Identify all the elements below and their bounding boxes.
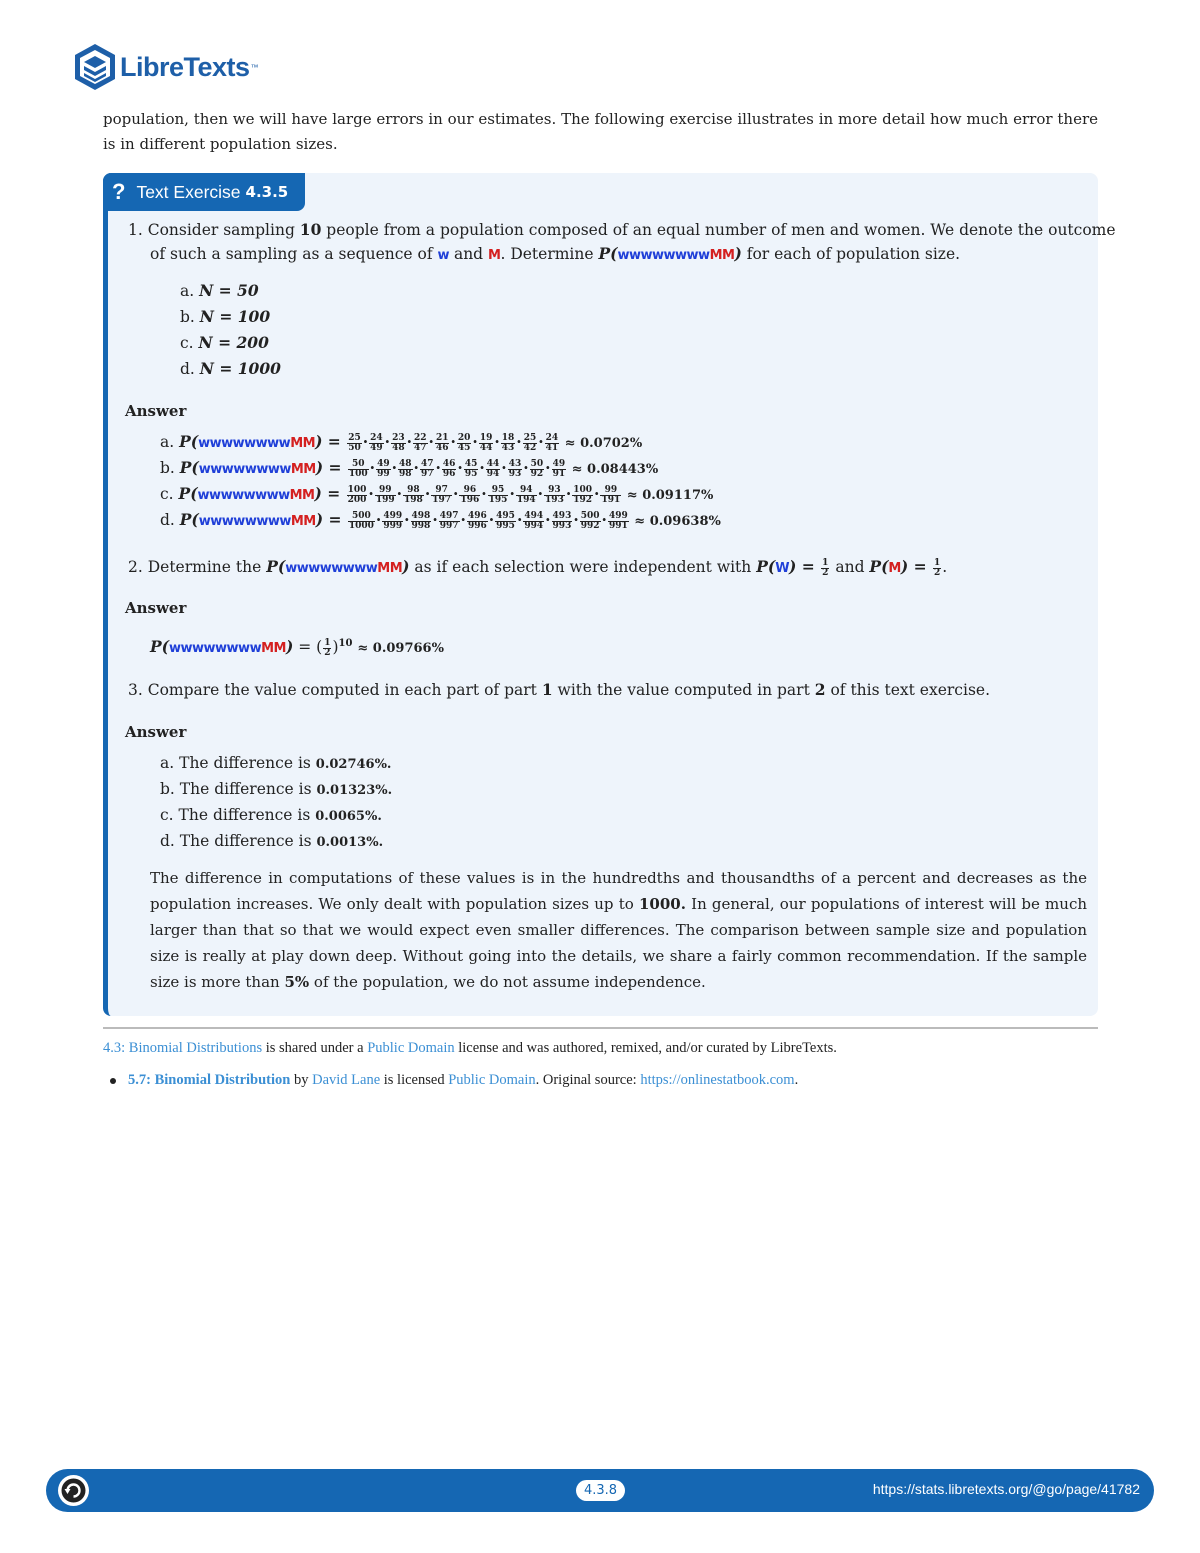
- prob-open: P(: [178, 484, 198, 503]
- prob-close: ) =: [315, 458, 347, 477]
- numerator: 496: [467, 510, 487, 521]
- numerator: 24: [545, 432, 559, 443]
- footer-url[interactable]: https://stats.libretexts.org/@go/page/41782: [872, 1481, 1140, 1497]
- denominator: 197: [432, 494, 452, 505]
- numerator: 93: [544, 486, 565, 496]
- numerator: 100: [347, 484, 367, 495]
- denominator: 195: [488, 494, 508, 505]
- fraction: [467, 512, 488, 531]
- public-domain-link[interactable]: Public Domain: [367, 1040, 455, 1056]
- denominator: 45: [457, 442, 471, 453]
- logo-trademark: ™: [250, 62, 259, 72]
- dot-operator: ·: [406, 432, 412, 451]
- answer-label: b.: [160, 459, 180, 477]
- libretexts-logo[interactable]: [72, 40, 259, 94]
- fraction: [398, 460, 413, 479]
- dot-operator: ·: [516, 432, 522, 451]
- numerator: 21: [435, 432, 449, 443]
- dot-operator: ·: [594, 484, 600, 503]
- population-item-a: a. N = 50: [180, 281, 259, 300]
- fraction: [369, 434, 384, 453]
- dot-operator: ·: [516, 510, 523, 529]
- numerator: 48: [399, 458, 412, 469]
- denominator: 993: [552, 520, 572, 531]
- dot-operator: ·: [428, 432, 434, 451]
- dot-operator: ·: [501, 458, 507, 477]
- intro-paragraph: population, then we will have large errors in our estimates. The following exercise illustrates in more detail how much error there is in different population sizes.: [103, 110, 1098, 153]
- denominator: 193: [545, 494, 564, 505]
- denominator: 192: [573, 494, 593, 505]
- fraction: [486, 460, 501, 479]
- source-title-link[interactable]: 5.7: Binomial Distribution: [128, 1072, 291, 1088]
- numerator: 100: [573, 484, 593, 495]
- conclusion-paragraph: The difference in computations of these values is in the hundredths and thousandths of a percent and decreases as the population increases. We only dealt with population sizes up to 1000. In general, our populations of interest will be much larger than that so that we would expect even smaller differences. The comparison between sample size and population size is really at play down deep. Without going into the details, we share a fairly common recommendation. If the sample size is more than 5% of the population, we do not assume independence.: [150, 869, 1088, 991]
- fraction: [375, 486, 396, 505]
- answer-1-row: [160, 483, 713, 507]
- exercise-number: 4.3.5: [245, 183, 289, 201]
- fraction: [457, 434, 472, 453]
- answer-result: ≈ 0.08443%: [567, 462, 659, 477]
- answer-result: ≈ 0.09117%: [622, 488, 714, 503]
- refresh-icon[interactable]: [58, 1475, 89, 1506]
- denominator: 196: [460, 494, 480, 505]
- question-2: 2. Determine the P(wwwwwwwwMM) as if each selection were independent with P(W) = $\frac{1}{2}$ and P(M) = $\frac{1}{2}$ .: [128, 557, 948, 578]
- original-source-link[interactable]: https://onlinestatbook.com: [640, 1072, 795, 1088]
- fraction: [403, 486, 424, 505]
- dot-operator: ·: [369, 458, 376, 477]
- fraction: [347, 486, 368, 505]
- numerator: 494: [524, 510, 544, 521]
- answer-result: ≈ 0.09638%: [629, 514, 721, 529]
- sequence-w: wwwwwwww: [197, 488, 290, 503]
- numerator: 493: [552, 510, 572, 521]
- fraction: [552, 512, 573, 531]
- fraction: [523, 512, 544, 531]
- denominator: 998: [411, 520, 431, 531]
- exercise-header: [103, 173, 305, 211]
- denominator: 44: [479, 442, 493, 453]
- difference-item-d: d. The difference is 0.0013%.: [160, 832, 384, 850]
- fraction: [382, 512, 403, 531]
- dot-operator: ·: [457, 458, 463, 477]
- numerator: 99: [375, 486, 396, 496]
- fraction: [391, 434, 406, 453]
- fraction: [439, 512, 460, 531]
- fraction: [608, 512, 629, 531]
- numerator: 49: [377, 458, 390, 469]
- fraction: [411, 512, 432, 531]
- dot-operator: ·: [435, 458, 441, 477]
- prob-close: ) =: [315, 510, 347, 529]
- dot-operator: ·: [375, 510, 382, 529]
- dot-operator: ·: [413, 458, 419, 477]
- dot-operator: ·: [494, 432, 500, 451]
- denominator: 92: [530, 468, 544, 479]
- dot-operator: ·: [545, 510, 551, 529]
- fraction: [376, 460, 391, 479]
- dot-operator: ·: [404, 510, 410, 529]
- denominator: 98: [399, 468, 412, 479]
- exercise-label: Text Exercise: [136, 181, 241, 202]
- numerator: 495: [496, 510, 515, 521]
- denominator: 97: [420, 468, 434, 479]
- denominator: 996: [467, 520, 487, 531]
- page-footer: [46, 1469, 1154, 1512]
- denominator: 49: [370, 442, 383, 453]
- population-item-b: b. N = 100: [180, 307, 271, 326]
- numerator: 499: [608, 510, 628, 521]
- libretexts-logo-icon: [72, 42, 118, 92]
- dot-operator: ·: [523, 458, 529, 477]
- answer-label: c.: [160, 485, 179, 503]
- dot-operator: ·: [368, 484, 374, 503]
- fraction: [545, 434, 560, 453]
- numerator: 23: [392, 432, 405, 443]
- denominator: 41: [545, 442, 559, 453]
- sequence-m: MM: [290, 514, 316, 529]
- answer-label: a.: [160, 433, 180, 451]
- difference-item-b: b. The difference is 0.01323%.: [160, 780, 393, 798]
- dot-operator: ·: [601, 510, 607, 529]
- fraction: [413, 434, 428, 453]
- numerator: 49: [552, 458, 566, 469]
- sequence-m: MM: [290, 436, 316, 451]
- fraction: [431, 486, 452, 505]
- numerator: 47: [420, 458, 434, 469]
- answer-result: ≈ 0.0702%: [560, 436, 643, 451]
- fraction: [488, 486, 509, 505]
- fraction: [464, 460, 479, 479]
- dot-operator: ·: [362, 432, 369, 451]
- numerator: 46: [442, 458, 456, 469]
- fraction: [347, 434, 362, 453]
- dot-operator: ·: [509, 484, 515, 503]
- sequence-m: MM: [289, 488, 315, 503]
- answer-1-row: [160, 457, 658, 481]
- answer-2-formula: P(wwwwwwwwMM) = ( $\frac{1}{2}$ )$^{10}$ ≈ 0.09766%: [150, 637, 444, 658]
- answer-heading-1[interactable]: Answer: [125, 402, 187, 420]
- sequence-w: wwwwwwww: [198, 514, 291, 529]
- numerator: 497: [439, 510, 459, 521]
- denominator: 93: [508, 468, 522, 479]
- numerator: 96: [459, 486, 480, 496]
- fraction: [516, 486, 537, 505]
- fraction: [420, 460, 435, 479]
- denominator: 94: [486, 468, 500, 479]
- dot-operator: ·: [537, 484, 544, 503]
- prob-open: P(: [179, 458, 199, 477]
- dot-operator: ·: [488, 510, 495, 529]
- numerator: 98: [403, 486, 424, 496]
- dot-operator: ·: [384, 432, 391, 451]
- dot-operator: ·: [479, 458, 485, 477]
- numerator: 95: [488, 486, 509, 496]
- difference-item-c: c. The difference is 0.0065%.: [160, 806, 382, 824]
- denominator: 100: [348, 468, 368, 479]
- denominator: 992: [580, 520, 600, 531]
- numerator: 24: [370, 432, 383, 443]
- question-1-line-2: of such a sampling as a sequence of w and M. Determine P(wwwwwwwwMM) for each of population size.: [150, 244, 961, 263]
- denominator: 199: [375, 494, 395, 505]
- numerator: 25: [348, 432, 361, 443]
- denominator: 50: [348, 442, 361, 453]
- denominator: 999: [383, 520, 403, 531]
- numerator: 45: [464, 458, 478, 469]
- section-divider: [103, 1027, 1098, 1029]
- numerator: 99: [600, 486, 621, 496]
- prob-open: P(: [179, 432, 199, 451]
- prob-close: ) =: [315, 432, 347, 451]
- numerator: 94: [516, 486, 537, 496]
- dot-operator: ·: [565, 484, 572, 503]
- question-3: 3. Compare the value computed in each part of part 1 with the value computed in part 2 of this text exercise.: [128, 680, 990, 699]
- fraction: [479, 434, 494, 453]
- answer-label: d.: [160, 511, 180, 529]
- fraction: [435, 434, 450, 453]
- question-icon: ?: [112, 179, 126, 204]
- author-link[interactable]: David Lane: [312, 1072, 381, 1088]
- page-number: 4.3.8: [576, 1480, 625, 1501]
- numerator: 22: [414, 432, 427, 443]
- source-license-link[interactable]: Public Domain: [448, 1072, 536, 1088]
- sequence-w: wwwwwwww: [198, 436, 291, 451]
- numerator: 25: [523, 432, 537, 443]
- numerator: 498: [411, 510, 431, 521]
- fraction: [523, 434, 538, 453]
- dot-operator: ·: [545, 458, 551, 477]
- fraction: [459, 486, 480, 505]
- bullet-icon: [110, 1078, 116, 1084]
- denominator: 995: [496, 520, 515, 531]
- fraction: [552, 460, 567, 479]
- denominator: 47: [414, 442, 427, 453]
- dot-operator: ·: [460, 510, 466, 529]
- license-statement: 4.3: Binomial Distributions is shared under a Public Domain license and was authored, remixed, and/or curated by LibreTexts.: [103, 1040, 837, 1056]
- numerator: 20: [457, 432, 471, 443]
- fraction: [580, 512, 601, 531]
- denominator: 96: [442, 468, 456, 479]
- denominator: 95: [464, 468, 478, 479]
- numerator: 44: [486, 458, 500, 469]
- fraction: [348, 460, 369, 479]
- prob-close: ) =: [314, 484, 346, 503]
- denominator: 42: [523, 442, 537, 453]
- dot-operator: ·: [538, 432, 544, 451]
- denominator: 191: [601, 494, 621, 505]
- numerator: 97: [431, 486, 452, 496]
- dot-operator: ·: [391, 458, 397, 477]
- sequence-w: wwwwwwww: [198, 462, 291, 477]
- answer-1-row: [160, 509, 721, 533]
- numerator: 50: [348, 460, 369, 470]
- numerator: 50: [530, 458, 544, 469]
- denominator: 48: [392, 442, 405, 453]
- denominator: 194: [516, 494, 536, 505]
- fraction: [572, 486, 593, 505]
- dot-operator: ·: [432, 510, 438, 529]
- dot-operator: ·: [573, 510, 579, 529]
- fraction: [442, 460, 457, 479]
- fraction: [348, 512, 375, 531]
- denominator: 91: [552, 468, 566, 479]
- population-item-d: d. N = 1000: [180, 359, 281, 378]
- dot-operator: ·: [450, 432, 456, 451]
- sequence-m: MM: [290, 462, 316, 477]
- dot-operator: ·: [481, 484, 487, 503]
- numerator: 499: [383, 510, 403, 521]
- answer-heading-3[interactable]: Answer: [125, 723, 187, 741]
- denominator: 997: [439, 520, 459, 531]
- dot-operator: ·: [472, 432, 478, 451]
- numerator: 43: [508, 458, 522, 469]
- difference-item-a: a. The difference is 0.02746%.: [160, 754, 392, 772]
- question-1-line-1: 1. Consider sampling 10 people from a population composed of an equal number of men and women. We denote the outcome: [128, 220, 1116, 239]
- numerator: 500: [348, 512, 375, 522]
- denominator: 198: [404, 494, 423, 505]
- prob-open: P(: [179, 510, 199, 529]
- numerator: 18: [501, 432, 515, 443]
- answer-1-row: [160, 431, 642, 455]
- denominator: 99: [377, 468, 390, 479]
- denominator: 1000: [348, 520, 374, 531]
- dot-operator: ·: [453, 484, 459, 503]
- denominator: 200: [347, 494, 367, 505]
- denominator: 991: [608, 520, 628, 531]
- denominator: 43: [501, 442, 515, 453]
- numerator: 500: [580, 510, 600, 521]
- answer-heading-2[interactable]: Answer: [125, 599, 187, 617]
- fraction: [530, 460, 545, 479]
- fraction: [508, 460, 523, 479]
- denominator: 46: [435, 442, 449, 453]
- dot-operator: ·: [424, 484, 431, 503]
- denominator: 994: [524, 520, 544, 531]
- fraction: [544, 486, 565, 505]
- population-item-c: c. N = 200: [180, 333, 269, 352]
- fraction: [501, 434, 516, 453]
- fraction: [600, 486, 621, 505]
- logo-text: LibreTexts: [120, 51, 250, 82]
- page-link[interactable]: 4.3: Binomial Distributions: [103, 1040, 263, 1056]
- text-exercise-box: [103, 173, 1116, 1016]
- numerator: 19: [479, 432, 493, 443]
- source-attribution: 5.7: Binomial Distribution by David Lane is licensed Public Domain. Original source: https://onlinestatbook.com.: [110, 1072, 798, 1089]
- dot-operator: ·: [396, 484, 403, 503]
- fraction: [495, 512, 516, 531]
